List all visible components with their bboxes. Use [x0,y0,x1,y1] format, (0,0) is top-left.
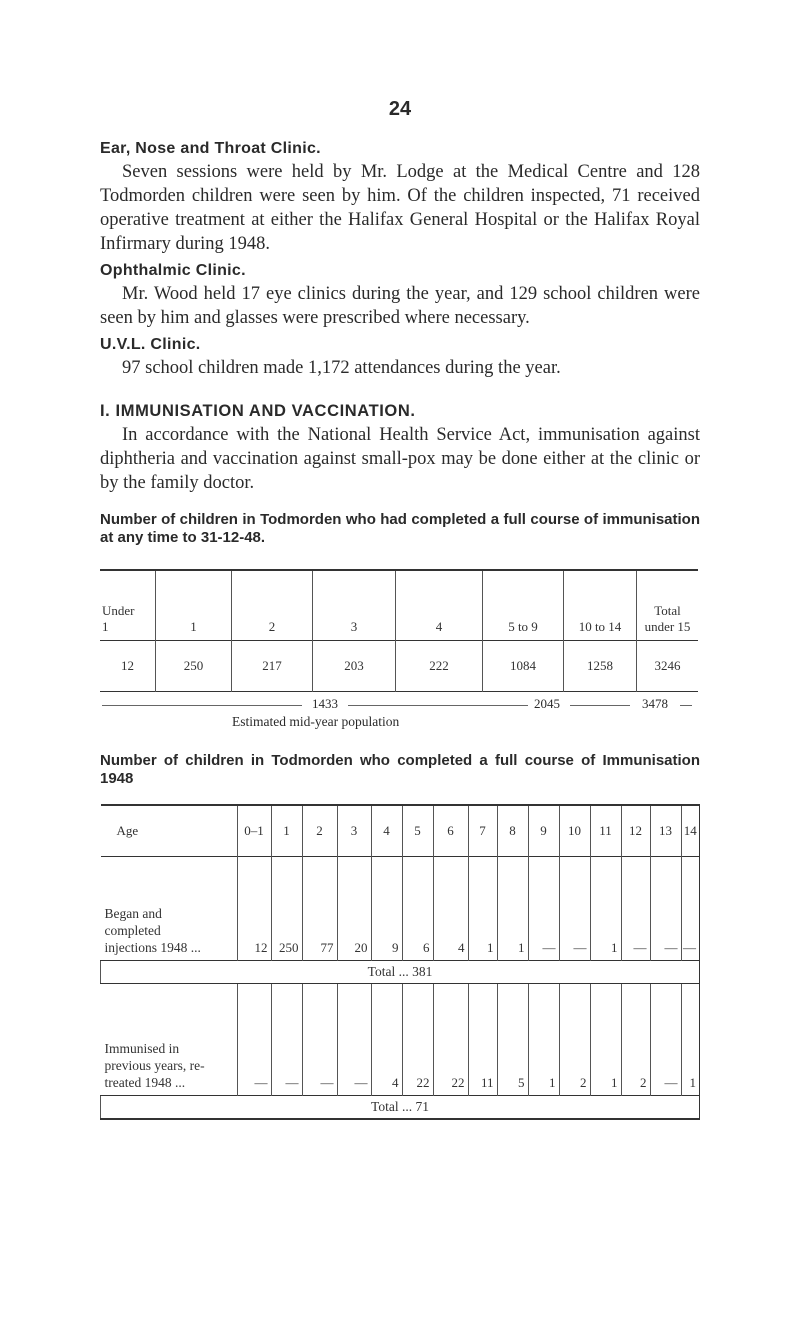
table2-cell: 4 [433,857,468,961]
bracket-line [102,705,302,706]
immunisation-section [100,402,700,495]
table2-header-row [101,805,700,857]
table2-header: 5 [402,805,433,857]
table2-header: 7 [468,805,497,857]
immunisation-heading: I. IMMUNISATION AND VACCINATION. [100,402,416,420]
ophthalmic-heading: Ophthalmic Clinic. [100,262,246,279]
table2-row-label: Immunised in previous years, re-treated 1948 ... [104,1041,205,1090]
table2-row-previous [101,984,700,1096]
immunisation-text: In accordance with the National Health Service Act, immunisation against diphtheria and vaccination against small-pox may be done either at the clinic or by the family doctor. [100,425,700,493]
bracket-line [348,705,528,706]
immunisation-1948-table [100,804,700,1120]
table2-cell: 1 [681,984,700,1096]
table1-header: Total under 15 [637,570,699,641]
table1-cell: 12 [100,641,156,692]
ent-section [100,140,700,256]
table2-header: 2 [302,805,337,857]
page-number: 24 [388,98,412,120]
table2-cell: — [237,984,271,1096]
table1-cell: 217 [232,641,313,692]
table2-cell: — [681,857,700,961]
table2-cell: 9 [371,857,402,961]
table2-header: 12 [621,805,650,857]
table2-header: Age [116,823,139,838]
table1-subtotal-brackets [100,696,700,716]
table1-header: 10 to 14 [564,570,637,641]
table2-cell: 20 [337,857,371,961]
table2-cell: 1 [497,857,528,961]
table1-header: 2 [232,570,313,641]
bracket-line [570,705,630,706]
table2-caption: Number of children in Todmorden who completed a full course of Immunisation 1948 [100,752,700,787]
table2-cell: 12 [237,857,271,961]
table2-cell: 2 [559,984,590,1096]
bracket-line [680,705,692,706]
table2-cell: 1 [590,984,621,1096]
table2-header: 4 [371,805,402,857]
table1-cell: 222 [396,641,483,692]
table2-cell: 11 [468,984,497,1096]
ent-text: Seven sessions were held by Mr. Lodge at the Medical Centre and 128 Todmorden children were seen by him. Of the children inspected, 71 received operative treatment at either the Halifax General Hospital or the Halifax Royal Infirmary during 1948. [100,162,700,254]
table1-cell: 3246 [637,641,699,692]
table2-total-previous: Total ... 71 [101,1096,700,1120]
table1-header: 5 to 9 [483,570,564,641]
table2-header: 3 [337,805,371,857]
page-content [100,140,700,1120]
table1-header: 4 [396,570,483,641]
table1-cell: 203 [313,641,396,692]
table1-caption: Number of children in Todmorden who had completed a full course of immunisation at any time to 31-12-48. [100,511,700,546]
table2-cell: 77 [302,857,337,961]
table2-cell: — [650,857,681,961]
table2-total-row [101,961,700,984]
table2-cell: 6 [402,857,433,961]
subtotal-5-to-14: 2045 [534,696,560,711]
table2-cell: 22 [433,984,468,1096]
table2-cell: — [621,857,650,961]
ophthalmic-section [100,262,700,330]
table1-cell: 1084 [483,641,564,692]
table2-cell: 250 [271,857,302,961]
table2-total-began: Total ... 381 [101,961,700,984]
table2-total-row [101,1096,700,1120]
table1-header: 1 [156,570,232,641]
table2-cell: 4 [371,984,402,1096]
ent-heading: Ear, Nose and Throat Clinic. [100,140,321,157]
table2-cell: 1 [528,984,559,1096]
table2-row-label: Began and completed injections 1948 ... [101,857,238,961]
subtotal-total: 3478 [642,696,668,711]
table2-header: 13 [650,805,681,857]
table1-header-row [100,570,698,641]
table1-cell: 1258 [564,641,637,692]
ophthalmic-text: Mr. Wood held 17 eye clinics during the year, and 129 school children were seen by him and glasses were prescribed where necessary. [100,284,700,328]
immunisation-total-table [100,569,698,692]
table2-header: 6 [433,805,468,857]
table2-cell: — [528,857,559,961]
table2-cell: 1 [468,857,497,961]
uvl-text: 97 school children made 1,172 attendances during the year. [122,358,561,378]
table2-cell: — [337,984,371,1096]
table1-footnote: Estimated mid-year population [232,714,400,729]
table1-header: 3 [313,570,396,641]
table2-cell: 1 [590,857,621,961]
table2-row-began [101,857,700,961]
table2-header: 10 [559,805,590,857]
table2-cell: — [271,984,302,1096]
uvl-section [100,336,700,380]
table2-header: 8 [497,805,528,857]
table2-header: 14 [681,805,700,857]
table2-header: 1 [271,805,302,857]
table1-value-row [100,641,698,692]
table1-header: Under 1 [102,603,135,634]
subtotal-under-5: 1433 [312,696,338,711]
table2-cell: 5 [497,984,528,1096]
table2-cell: 2 [621,984,650,1096]
table2-header: 9 [528,805,559,857]
table1-cell: 250 [156,641,232,692]
table2-header: 0–1 [237,805,271,857]
uvl-heading: U.V.L. Clinic. [100,336,201,353]
table2-header: 11 [590,805,621,857]
table2-cell: — [650,984,681,1096]
table2-cell: 22 [402,984,433,1096]
table2-cell: — [302,984,337,1096]
table2-cell: — [559,857,590,961]
